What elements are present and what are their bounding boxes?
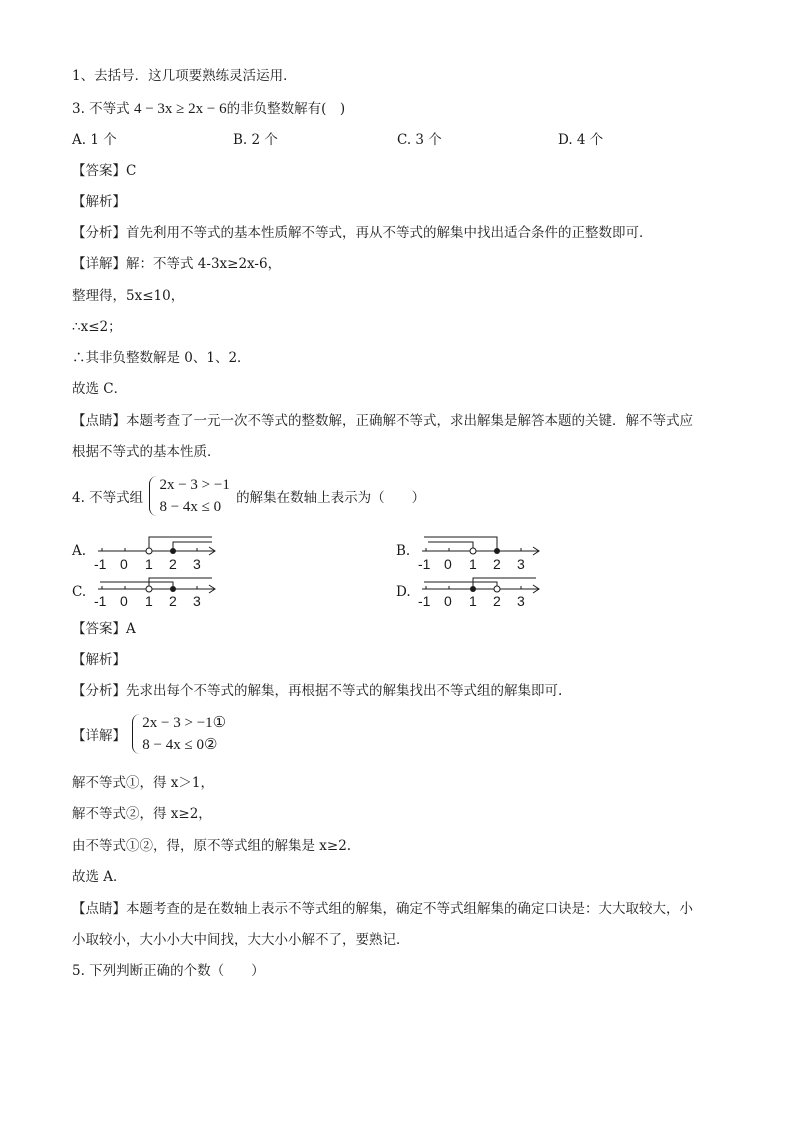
inequality-system: 2x − 3 > −1① 8 − 4x ≤ 0② (132, 712, 226, 756)
analysis-heading: 【解析】 (72, 652, 126, 668)
number-line-b (414, 530, 554, 574)
tick-label: 1 (145, 556, 153, 572)
brace-icon (149, 476, 158, 516)
tick-label: 3 (193, 556, 201, 572)
solution-step: ∴x≤2； (72, 319, 122, 335)
tick-label: -1 (94, 556, 107, 572)
detail-system: 【详解】 2x − 3 > −1① 8 − 4x ≤ 0② (72, 712, 228, 756)
comment-text: 【点睛】本题考查了一元一次不等式的整数解，正确解不等式，求出解集是解答本题的关键．解不等式应 (72, 413, 693, 429)
detail-text: 【详解】解：不等式 4-3x≥2x-6， (72, 256, 282, 272)
inequality-system: 2x − 3 > −1 8 − 4x ≤ 0 (149, 474, 229, 518)
solution-step: 由不等式①②，得，原不等式组的解集是 x≥2. (72, 838, 352, 854)
number-line-a (90, 530, 230, 574)
option-a-label: A. (72, 543, 87, 559)
inequality-expression: 4 − 3x ≥ 2x − 6 (133, 101, 227, 117)
question-5-stem: 5. 下列判断正确的个数（ ） (72, 963, 265, 979)
tick-label: -1 (418, 593, 431, 609)
tick-label: 2 (169, 556, 177, 572)
option-a: A. 1 个 (72, 132, 117, 148)
tick-label: 3 (193, 593, 201, 609)
option-b: B. 2 个 (233, 132, 278, 148)
answer: 【答案】A (72, 621, 136, 637)
choice-conclusion: 故选 C． (72, 381, 128, 397)
comment-text: 小取较小，大小小大中间找，大大小小解不了，要熟记． (72, 932, 410, 948)
tick-label: 1 (469, 556, 477, 572)
choice-conclusion: 故选 A． (72, 869, 127, 885)
answer: 【答案】C (72, 163, 137, 179)
number-line-c (90, 571, 230, 615)
solution-step: 解不等式②，得 x≥2， (72, 806, 212, 822)
tick-label: 0 (120, 556, 128, 572)
tick-label: 1 (145, 593, 153, 609)
tick-label: 3 (517, 556, 525, 572)
option-c-label: C. (72, 584, 87, 600)
tick-label: 2 (493, 556, 501, 572)
comment-text: 【点睛】本题考查的是在数轴上表示不等式组的解集，确定不等式组解集的确定口诀是：大大取较大，小 (72, 901, 693, 917)
tick-label: -1 (94, 593, 107, 609)
tick-label: 3 (517, 593, 525, 609)
question-3-stem: 3. 不等式 4 − 3x ≥ 2x − 6的非负整数解有( ) (72, 101, 346, 117)
tick-label: 2 (493, 593, 501, 609)
analysis-heading: 【解析】 (72, 194, 126, 210)
analysis-text: 【分析】首先利用不等式的基本性质解不等式，再从不等式的解集中找出适合条件的正整数即可． (72, 225, 653, 241)
solution-step: 解不等式①，得 x＞1， (72, 775, 214, 791)
number-line-d (414, 571, 554, 615)
comment-text: 根据不等式的基本性质． (72, 444, 221, 460)
solution-step: ∴其非负整数解是 0、1、2． (72, 350, 251, 366)
text-line: 1、去括号．这几项要熟练灵活运用． (72, 68, 297, 84)
option-c: C. 3 个 (397, 132, 442, 148)
tick-label: 0 (120, 593, 128, 609)
tick-label: 1 (469, 593, 477, 609)
tick-label: 0 (444, 556, 452, 572)
analysis-text: 【分析】先求出每个不等式的解集，再根据不等式的解集找出不等式组的解集即可. (72, 683, 563, 699)
tick-label: 0 (444, 593, 452, 609)
tick-label: 2 (169, 593, 177, 609)
option-d: D. 4 个 (558, 132, 604, 148)
solution-step: 整理得，5x≤10， (72, 288, 185, 304)
tick-label: -1 (418, 556, 431, 572)
question-4-stem: 4. 不等式组 2x − 3 > −1 8 − 4x ≤ 0 的解集在数轴上表示为（ ） (72, 474, 425, 518)
option-d-label: D. (396, 584, 411, 600)
brace-icon (132, 714, 141, 754)
option-b-label: B. (396, 543, 411, 559)
